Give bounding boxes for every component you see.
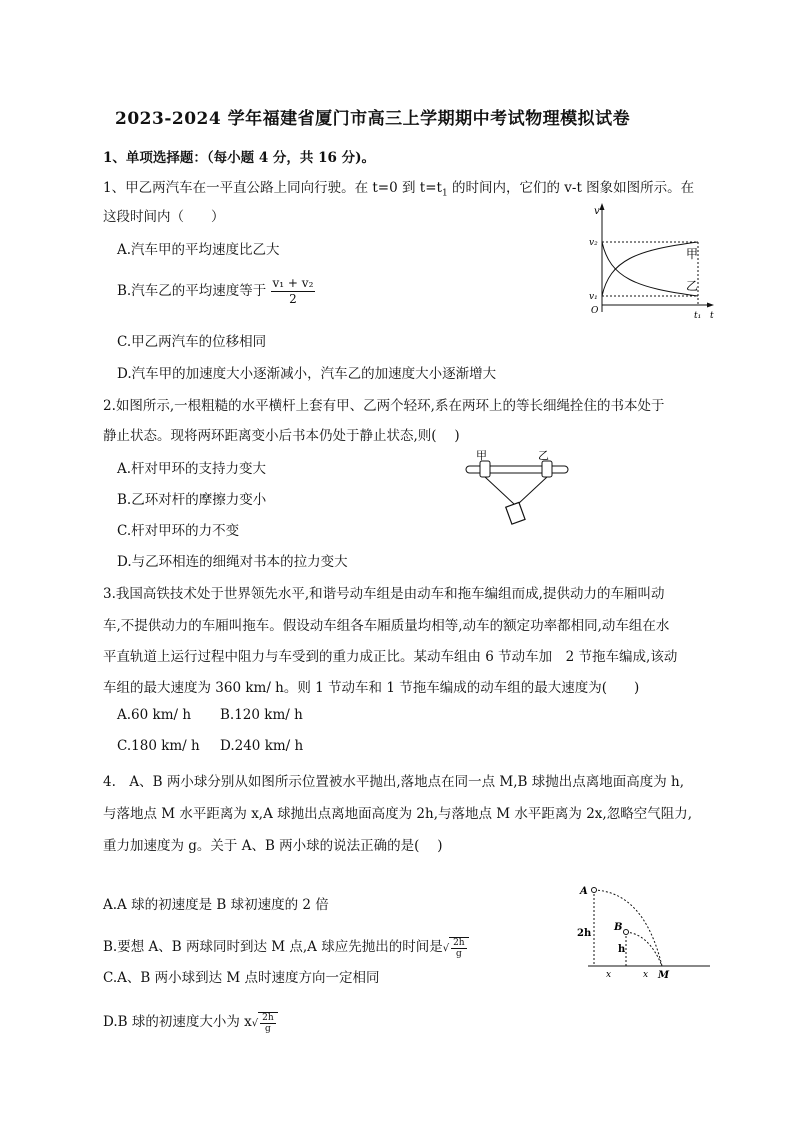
label-h: h xyxy=(618,944,626,955)
label-b: B xyxy=(614,922,623,933)
q4-option-a: A.A 球的初速度是 B 球初速度的 2 倍 xyxy=(103,897,329,913)
page-title: 2023-2024 学年福建省厦门市高三上学期期中考试物理模拟试卷 xyxy=(115,109,631,129)
q2-option-c: C.杆对甲环的力不变 xyxy=(117,523,240,539)
q4-option-b-sqrt: √ $\frac{2h}{g}$ xyxy=(443,937,469,959)
origin-label: O xyxy=(591,306,599,316)
q2-option-b: B.乙环对杆的摩擦力变小 xyxy=(117,492,267,508)
book xyxy=(506,502,525,524)
q1-stem-line1: 1、甲乙两汽车在一平直公路上同向行驶。在 t=0 到 $t=t_1$ 的时间内，它们的 v-t 图象如图所示。在 xyxy=(103,180,695,199)
v1-label: v₁ xyxy=(589,292,598,302)
q1-option-c: C.甲乙两汽车的位移相同 xyxy=(117,334,267,350)
section-heading: 1、单项选择题：（每小题 4 分，共 16 分)。 xyxy=(103,150,376,166)
ring-jia xyxy=(480,461,490,477)
q4-stem-line1: 4. A、B 两小球分别从如图所示位置被水平抛出,落地点在同一点 M,B 球抛出点离地面高度为 h, xyxy=(103,774,685,790)
label-2h: 2h xyxy=(577,928,592,939)
label-x1: x xyxy=(606,970,612,980)
q4-option-d-sqrt: √ $\frac{2h}{g}$ xyxy=(252,1012,278,1034)
q3-stem-line4: 车组的最大速度为 360 km/ h。则 1 节动车和 1 节拖车编成的动车组的最大速度为( ) xyxy=(103,680,640,696)
jia-label: 甲 xyxy=(686,247,699,261)
q3-option-d: D.240 km/ h xyxy=(220,738,304,754)
t1-label: t₁ xyxy=(694,311,702,321)
q3-stem-line1: 3.我国高铁技术处于世界领先水平,和谐号动车组是由动车和拖车编组而成,提供动力的车厢叫动 xyxy=(103,586,665,602)
ball-b xyxy=(624,930,629,935)
q3-stem-line3: 平直轨道上运行过程中阻力与车受到的重力成正比。某动车组由 6 节动车加 2 节拖车编成,该动 xyxy=(103,649,678,665)
v-axis-arrow xyxy=(600,203,605,210)
q2-stem-line1: 2.如图所示,一根粗糙的水平横杆上套有甲、乙两个轻环,系在两环上的等长细绳拴住的书本处于 xyxy=(103,398,665,414)
q1-option-d: D.汽车甲的加速度大小逐渐减小，汽车乙的加速度大小逐渐增大 xyxy=(117,366,497,382)
q4-option-d: D.B 球的初速度大小为 x√ $\frac{2h}{g}$ xyxy=(103,1010,278,1034)
q2-rod-figure xyxy=(462,448,574,526)
q1-option-a: A.汽车甲的平均速度比乙大 xyxy=(117,242,280,258)
curve-yi xyxy=(602,242,698,296)
q1-stem-line2: 这段时间内（ ） xyxy=(103,209,225,225)
label-x2: x xyxy=(643,970,649,980)
q1-option-b: B.汽车乙的平均速度等于 $\frac{\text{v₁ + v₂}}{2}$ xyxy=(117,276,314,306)
q2-option-a: A.杆对甲环的支持力变大 xyxy=(117,461,267,477)
q3-stem-line2: 车,不提供动力的车厢叫拖车。假设动车组各车厢质量均相等,动车的额定功率都相同,动车组在水 xyxy=(103,618,670,634)
label-a: A xyxy=(580,886,588,897)
label-m: M xyxy=(658,970,670,981)
v-axis-label: v xyxy=(594,206,600,217)
q3-option-a: A.60 km/ h xyxy=(117,707,192,723)
q3-option-c: C.180 km/ h xyxy=(117,738,200,754)
q2-stem-line2: 静止状态。现将两环距离变小后书本仍处于静止状态,则( ) xyxy=(103,428,460,444)
yi-label: 乙 xyxy=(538,449,549,462)
t-axis-arrow xyxy=(707,303,714,308)
trajectory-a xyxy=(594,890,662,966)
q4-stem-line2: 与落地点 M 水平距离为 x,A 球抛出点离地面高度为 2h,与落地点 M 水平距离为 2x,忽略空气阻力, xyxy=(103,806,692,822)
t-axis-label: t xyxy=(710,311,714,321)
q3-option-b: B.120 km/ h xyxy=(220,707,303,723)
string-jia xyxy=(485,477,514,504)
string-yi xyxy=(518,477,547,504)
q1-vt-graph xyxy=(586,200,718,322)
q4-stem-line3: 重力加速度为 g。关于 A、B 两小球的说法正确的是( ) xyxy=(103,838,443,854)
yi-label: 乙 xyxy=(686,279,699,293)
jia-label: 甲 xyxy=(476,449,487,462)
ball-a xyxy=(592,888,597,893)
ring-yi xyxy=(542,461,552,477)
q4-option-c: C.A、B 两小球到达 M 点时速度方向一定相同 xyxy=(103,970,380,986)
q1-option-b-fraction: $\frac{\text{v₁ + v₂}}{2}$ xyxy=(272,276,314,306)
q4-option-b: B.要想 A、B 两球同时到达 M 点,A 球应先抛出的时间是√ $\frac{2h}{g}$ xyxy=(103,935,469,959)
q2-option-d: D.与乙环相连的细绳对书本的拉力变大 xyxy=(117,554,348,570)
v2-label: v₂ xyxy=(589,238,598,248)
q4-projectile-figure xyxy=(574,880,714,982)
